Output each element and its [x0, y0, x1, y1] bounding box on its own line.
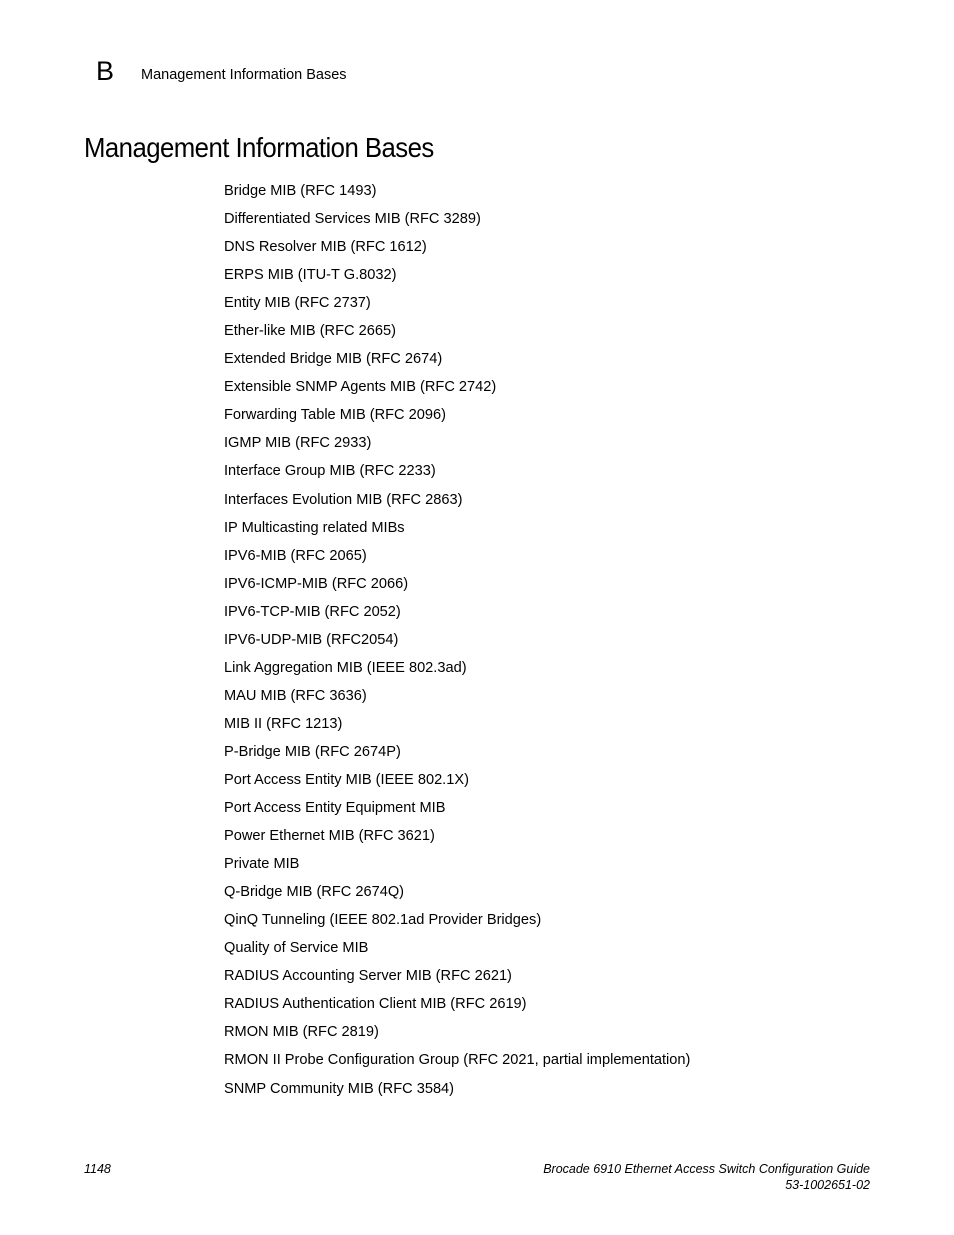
mib-list-item: IPV6-ICMP-MIB (RFC 2066) — [224, 575, 409, 592]
mib-list-item: IPV6-MIB (RFC 2065) — [224, 547, 367, 564]
appendix-letter: B — [96, 56, 115, 86]
mib-list-item: Extensible SNMP Agents MIB (RFC 2742) — [224, 379, 497, 396]
mib-list-item: Entity MIB (RFC 2737) — [224, 295, 371, 312]
mib-list-item: QinQ Tunneling (IEEE 802.1ad Provider Bridges) — [224, 912, 542, 929]
mib-list-item: ERPS MIB (ITU-T G.8032) — [224, 267, 397, 284]
mib-list-item: IPV6-UDP-MIB (RFC2054) — [224, 631, 399, 648]
mib-list-item: Private MIB — [224, 856, 300, 873]
mib-list-item: Port Access Entity MIB (IEEE 802.1X) — [224, 771, 469, 788]
mib-list-item: DNS Resolver MIB (RFC 1612) — [224, 239, 427, 256]
mib-list-item: MIB II (RFC 1213) — [224, 715, 343, 732]
mib-list-item: MAU MIB (RFC 3636) — [224, 687, 367, 704]
mib-list-item: IPV6-TCP-MIB (RFC 2052) — [224, 603, 401, 620]
mib-list-item: Q-Bridge MIB (RFC 2674Q) — [224, 884, 405, 901]
mib-list-item: Quality of Service MIB — [224, 940, 369, 957]
mib-list-item: Extended Bridge MIB (RFC 2674) — [224, 351, 443, 368]
mib-list — [224, 180, 690, 1106]
mib-list-item: IGMP MIB (RFC 2933) — [224, 435, 372, 452]
running-header-title: Management Information Bases — [141, 67, 347, 83]
mib-list-item: Interfaces Evolution MIB (RFC 2863) — [224, 491, 463, 508]
footer-doc-info — [543, 1161, 870, 1193]
footer-doc-number: 53-1002651-02 — [785, 1178, 870, 1192]
mib-list-item: RMON MIB (RFC 2819) — [224, 1024, 379, 1041]
mib-list-item: IP Multicasting related MIBs — [224, 519, 405, 536]
mib-list-item: Forwarding Table MIB (RFC 2096) — [224, 407, 446, 424]
mib-list-item: P-Bridge MIB (RFC 2674P) — [224, 743, 401, 760]
page-title: Management Information Bases — [84, 132, 434, 163]
mib-list-item: RADIUS Accounting Server MIB (RFC 2621) — [224, 968, 512, 985]
mib-list-item: Interface Group MIB (RFC 2233) — [224, 463, 436, 480]
mib-list-item: Link Aggregation MIB (IEEE 802.3ad) — [224, 659, 467, 676]
mib-list-item: SNMP Community MIB (RFC 3584) — [224, 1080, 455, 1097]
footer-guide-title: Brocade 6910 Ethernet Access Switch Configuration Guide — [543, 1162, 870, 1176]
mib-list-item: RADIUS Authentication Client MIB (RFC 2619) — [224, 996, 527, 1013]
mib-list-item: Power Ethernet MIB (RFC 3621) — [224, 828, 435, 845]
footer-page-number: 1148 — [84, 1162, 111, 1176]
mib-list-item: Differentiated Services MIB (RFC 3289) — [224, 211, 481, 228]
mib-list-item: Bridge MIB (RFC 1493) — [224, 183, 377, 199]
mib-list-item: Port Access Entity Equipment MIB — [224, 800, 446, 817]
mib-list-item: RMON II Probe Configuration Group (RFC 2021, partial implementation) — [224, 1052, 691, 1069]
mib-list-item: Ether-like MIB (RFC 2665) — [224, 323, 396, 340]
